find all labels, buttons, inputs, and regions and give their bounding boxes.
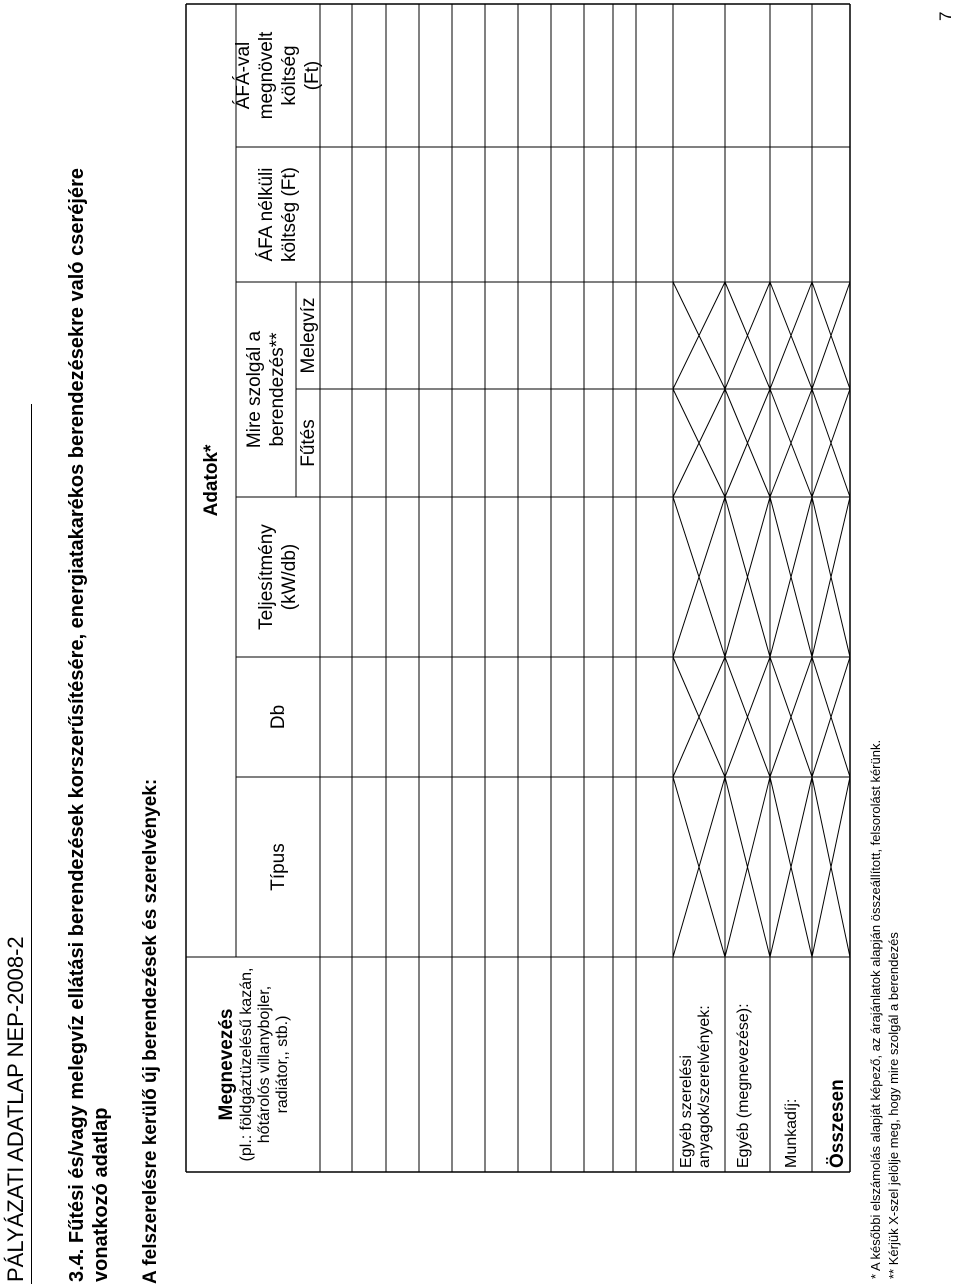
header-afa-val-line-3: (Ft)	[302, 60, 323, 91]
header-megnevezes-example-3: radiátor,, stb.)	[273, 1015, 291, 1114]
row-label-munkadij: Munkadíj:	[783, 1098, 800, 1168]
header-mire-line-2: berendezés**	[267, 332, 288, 447]
header-db-label: Db	[267, 704, 289, 730]
header-teljesitmeny-line-2: (kW/db)	[279, 543, 300, 611]
header-afa-nelkuli	[236, 147, 320, 282]
header-mire-line-1: Mire szolgál a	[244, 330, 265, 449]
row-label-egyeb-szerelesi-line-2: anyagok/szerelvények:	[696, 1005, 713, 1168]
header-tipus	[236, 777, 320, 957]
footnote-2: ** Kérjük X-szel jelölje meg, hogy mire szolgál a berendezés	[886, 932, 901, 1279]
page-number: 7	[936, 11, 955, 21]
section-subtitle: A felszerelésre kerülő új berendezések és szerelvények:	[140, 778, 161, 1284]
header-afa-nelkuli-line-1: ÁFA nélküli	[256, 167, 277, 262]
header-megnevezes-example-2: hőtárolós villanybojler,	[255, 985, 273, 1144]
header-tipus-label: Típus	[267, 843, 289, 891]
header-adatok-title: Adatok*	[200, 444, 222, 517]
header-db	[236, 657, 320, 777]
header-teljesitmeny-line-1: Teljesítmény	[256, 524, 277, 630]
page-header: PÁLYÁZATI ADATLAP NEP-2008-2	[3, 936, 28, 1282]
header-mire-szolgal	[236, 282, 296, 497]
footnote-1: * A későbbi elszámolás alapját képező, az árajánlatok alapján összeállított, felsorolást kérünk.	[868, 739, 883, 1279]
header-futes-label: Fűtés	[297, 419, 319, 467]
header-megnevezes-example-1: (pl.: földgáztüzelésű kazán,	[237, 967, 255, 1162]
header-megnevezes-title: Megnevezés	[215, 1008, 237, 1121]
row-label-egyeb-megnevezese: Egyéb (megnevezése):	[735, 1003, 752, 1168]
header-afa-val-line-2: megnövelt költség	[256, 31, 300, 120]
header-afa-nelkuli-line-2: költség (Ft)	[279, 166, 300, 263]
header-teljesitmeny	[236, 497, 320, 657]
header-melegviz	[296, 282, 320, 389]
header-afa-val	[233, 4, 323, 147]
header-afa-val-line-1: ÁFÁ-val	[233, 41, 254, 110]
header-adatok	[186, 4, 236, 957]
row-label-osszesen: Összesen	[827, 1079, 848, 1168]
row-label-egyeb-szerelesi	[678, 1005, 714, 1168]
section-title-line-1: 3.4. Fűtési és/vagy melegvíz ellátási berendezések korszerűsítésére, energiatakarékos berendezésekre való cseréjére	[66, 168, 88, 1282]
header-melegviz-label: Melegvíz	[297, 297, 319, 374]
header-futes	[296, 389, 320, 497]
section-title-line-2: vonatkozó adatlap	[90, 1107, 112, 1282]
header-megnevezes	[186, 957, 320, 1172]
row-label-egyeb-szerelesi-line-1: Egyéb szerelési	[678, 1055, 695, 1168]
